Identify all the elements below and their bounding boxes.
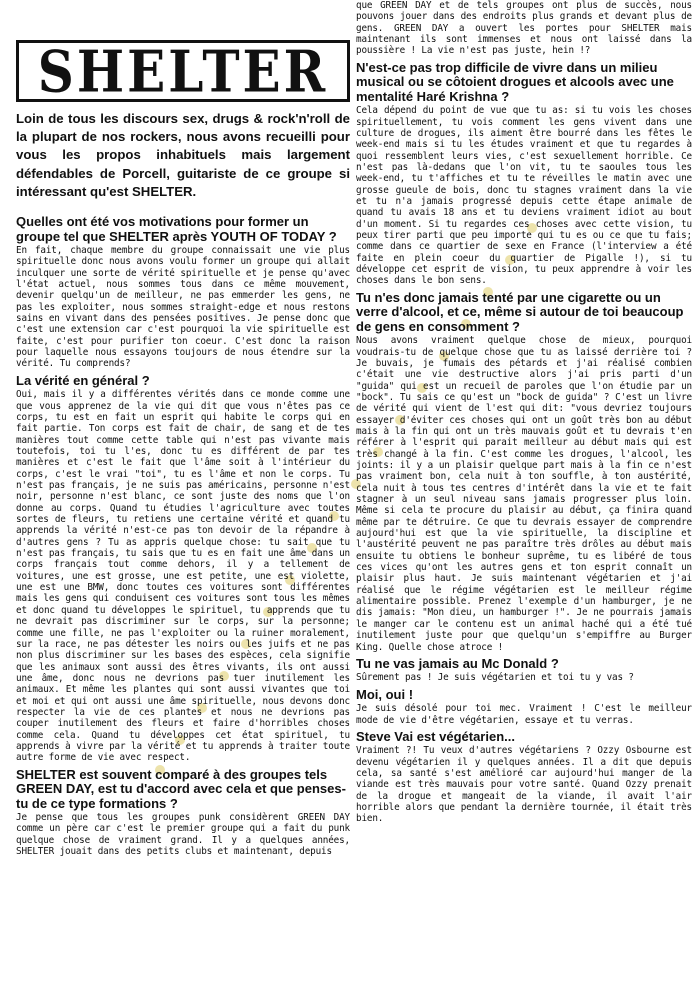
left-column xyxy=(16,0,350,858)
masthead-box xyxy=(16,37,350,105)
answer-1: En fait, chaque membre du groupe connaissait une vie plus spirituelle donc nous avons voulu former un groupe qui allait inculquer une sorte de vérité spirituelle et je pense qu'avec l'état actuel, nous sommes tous dans ce même mouvement, devenir quelqu'un de meilleur, ne pas emmerder les gens, ne pas les exploiter, nous sommes straight-edge et nous restons sains en vivant dans des pensées positives. Je pense donc que c'est une extension car c'est pourquoi la vie spirituelle est faite, c'est pour purifier ton coeur. C'est donc la raison pour laquelle nous essayons toujours de nous étendre sur la vérité. Tu comprends? xyxy=(16,245,350,370)
answer-8: Vraiment ?! Tu veux d'autres végétariens ? Ozzy Osbourne est devenu végétarien il y quelques années. Il a dit que depuis cela, sa santé s'est amélioré car aujourd'hui manger de la viande est très mauvais pour votre santé. Quand Ozzy prenait de la drogue et mangeait de la viande, il avait l'air horrible alors que pendant la dernière tournée, il était très bien. xyxy=(356,745,692,825)
question-3: SHELTER est souvent comparé à des groupes tels GREEN DAY, est tu d'accord avec cela et que penses-tu de ce type formations ? xyxy=(16,766,346,811)
question-4: N'est-ce pas trop difficile de vivre dans un milieu musical ou se côtoient drogues et alcools avec une mentalité Haré Krishna ? xyxy=(356,59,674,104)
answer-3: Je pense que tous les groupes punk considèrent GREEN DAY comme un père car c'est le premier groupe qui a fait du punk quelque chose de vraiment grand. Il y a quelques années, SHELTER jouait dans des petits clubs et maintenant, depuis xyxy=(16,812,350,858)
question-5: Tu n'es donc jamais tenté par une cigarette ou un verre d'alcool, et ce, même si autour de toi beaucoup de gens en consomment ? xyxy=(356,289,684,334)
intro-paragraph: Loin de tous les discours sex, drugs & rock'n'roll de la plupart de nos rockers, nous avons recueilli pour vous les propos inhabituels mais largement défendables de Porcell, guitariste de ce groupe si intéressant qu'est SHELTER. xyxy=(16,111,350,199)
right-column xyxy=(356,0,692,825)
question-1: Quelles ont été vos motivations pour former un groupe tel que SHELTER après YOUTH OF TODAY ? xyxy=(16,214,337,244)
answer-7: Je suis désolé pour toi mec. Vraiment ! C'est le meilleur mode de vie d'être végétarien, essaye et tu verras. xyxy=(356,703,692,726)
answer-5: Nous avons vraiment quelque chose de mieux, pourquoi voudrais-tu de quelque chose que tu as laissé derrière toi ? Je buvais, je fumais des pétards et j'ai réalisé combien c'était une vie destructive alors j'ai pris parti d'un "guida" qui est un recueil de paroles que l'on étudie par un "bock". Tu sais ce qu'est un "bock de guida" ? C'est un livre de vérité qui vient de l'est qui dit: "vous devriez toujours essayer d'éviter ces choses qui ont un goût très bon au début mais à la fin qui ont un très mauvais goût et tu devrais t'en référer à l'esprit qui parait meilleur au début mais qui est très changé à la fin. C'est comme les drogues, l'alcool, les joints: il y a un plaisir quelque part mais à la fin ce n'est pas vraiment bon, cela nuit à ton souffle, à ton austérité, cela nuit à tous tes centres d'intérêt dans la vie et te fait stagner à un seul niveau sans jamais progresser plus loin. Même si cela te procure du plaisir au début, ça finira quand même par te détruire. Ce que tu devrais essayer de comprendre aujourd'hui est que la vie spirituelle, la discipline et l'austérité peuvent ne pas paraître très drôles au début mais ensuite tu obtiens le bonheur suprême, tu es libéré de tous ces vices qu'ont les autres gens et ton esprit connaît un plaisir plus haut. Je suis maintenant végétarien et j'ai réalisé que le régime végétarien est le meilleur régime alimentaire possible. Prenez l'exemple d'un hamburger, je ne dis jamais: "Mon dieu, un hamburger !". Je ne pourrais jamais le manger car le contenu est un animal haché qui a été tué inutilement juste pour que quelqu'un s'empiffre au Burger King. Quelle chose atroce ! xyxy=(356,335,692,653)
answer-3-continued: que GREEN DAY et de tels groupes ont plus de succès, nous pouvons jouer dans des endroits plus grands et devant plus de gens. GREEN DAY a ouvert les portes pour SHELTER mais maintenant ils sont immenses et nous ont laissé dans la poussière ! La vie n'est pas juste, hein !? xyxy=(356,0,692,57)
question-2: La vérité en général ? xyxy=(16,372,150,388)
masthead-title: SHELTER xyxy=(37,37,329,105)
answer-4: Cela dépend du point de vue que tu as: si tu vois les choses spirituellement, tu vois comment les gens vivent dans une culture de drogues, ils aiment être bourré dans les fêtes le week-end mais si tu les études vraiment et que tu regardes à quoi ressemblent leurs vies, c'est sexuellement horrible. Ce n'est pas là-dedans que l'on vit, tu te saoules tous les week-end, tu t'affiches et tu te réveilles le matin avec une grosse gueule de bois, donc tu stagnes vraiment dans la vie et tu n'a jamais progressé depuis cette étape animale de quand tu avais 18 ans et tu deviens vraiment idiot au bout d'un moment. Si tu regardes ces choses avec cette vision, tu peux tirer parti que peu importe qui tu es ou ce que tu fais; comme dans ce quartier de sexe en France (l'interview a été faite en plein coeur du quartier de Pigalle !), si tu développe cet esprit de vision, tu peux apprendre à voir les choses dans le bon sens. xyxy=(356,105,692,287)
answer-2: Oui, mais il y a différentes vérités dans ce monde comme une que vous apprenez de la vie qui dit que vous n'êtes pas ce corps, tu est en fait un esprit qui habite le corps qui en fait partie. Ton corps est fait de chair, de sang et de tes manières tout comme cette table qui n'est pas vivante mais toutefois, toi tu l'es, donc tu es différent de par tes manières et c'est le fait que l'âme soit à l'intérieur du corps, c'est le vrai "toi", tu es l'âme et non le corps. Tu n'est pas français, je ne suis pas américains, personne n'est noir, personne n'est blanc, ce sont juste des noms que l'on donne au corps. Quand tu étudies l'agriculture avec toutes sortes de fleurs, tu retiens une certaine vérité et quand tu apprends la vérité n'est-ce pas ton devoir de la répandre à d'autres gens ? Tu as appris quelque chose: tu sait que tu n'est pas français, tu sais que tu es en fait une âme dans un corps français tout comme dehors, il y a tellement de voitures, une est grosse, une est petite, une est violette, une est une BMW, donc toutes ces voitures sont différentes mais les gens qui conduisent ces voitures sont tous les mêmes et donc quand tu développes le spirituel, tu apprends que tu ne devrait pas discriminer sur le corps, sur la personne; comme une fille, ne pas l'exploiter ou la ruiner moralement, sur la race, ne pas détester les noirs ou les juifs et ne pas non plus discriminer sur les bases des espèces, cela signifie que les animaux sont aussi des êtres vivants, ils ont aussi une âme, donc nous ne devrions pas tuer inutilement les animaux. Et même les plantes qui sont aussi vivantes que toi et moi et qui ont aussi une âme spirituelle, nous devons donc respecter la vie de ces plantes et nous ne devrions pas couper inutilement des fleurs et faire d'horribles choses comme cela. Quand tu développes cet état spirituel, tu apprends à vivre par la vérité et tu apprends à traiter toute autre forme de vie avec respect. xyxy=(16,389,350,764)
question-7: Moi, oui ! xyxy=(356,686,414,702)
question-6: Tu ne vas jamais au Mc Donald ? xyxy=(356,655,559,671)
answer-6: Sûrement pas ! Je suis végétarien et toi tu y vas ? xyxy=(356,672,634,684)
question-8: Steve Vai est végétarien... xyxy=(356,728,515,744)
